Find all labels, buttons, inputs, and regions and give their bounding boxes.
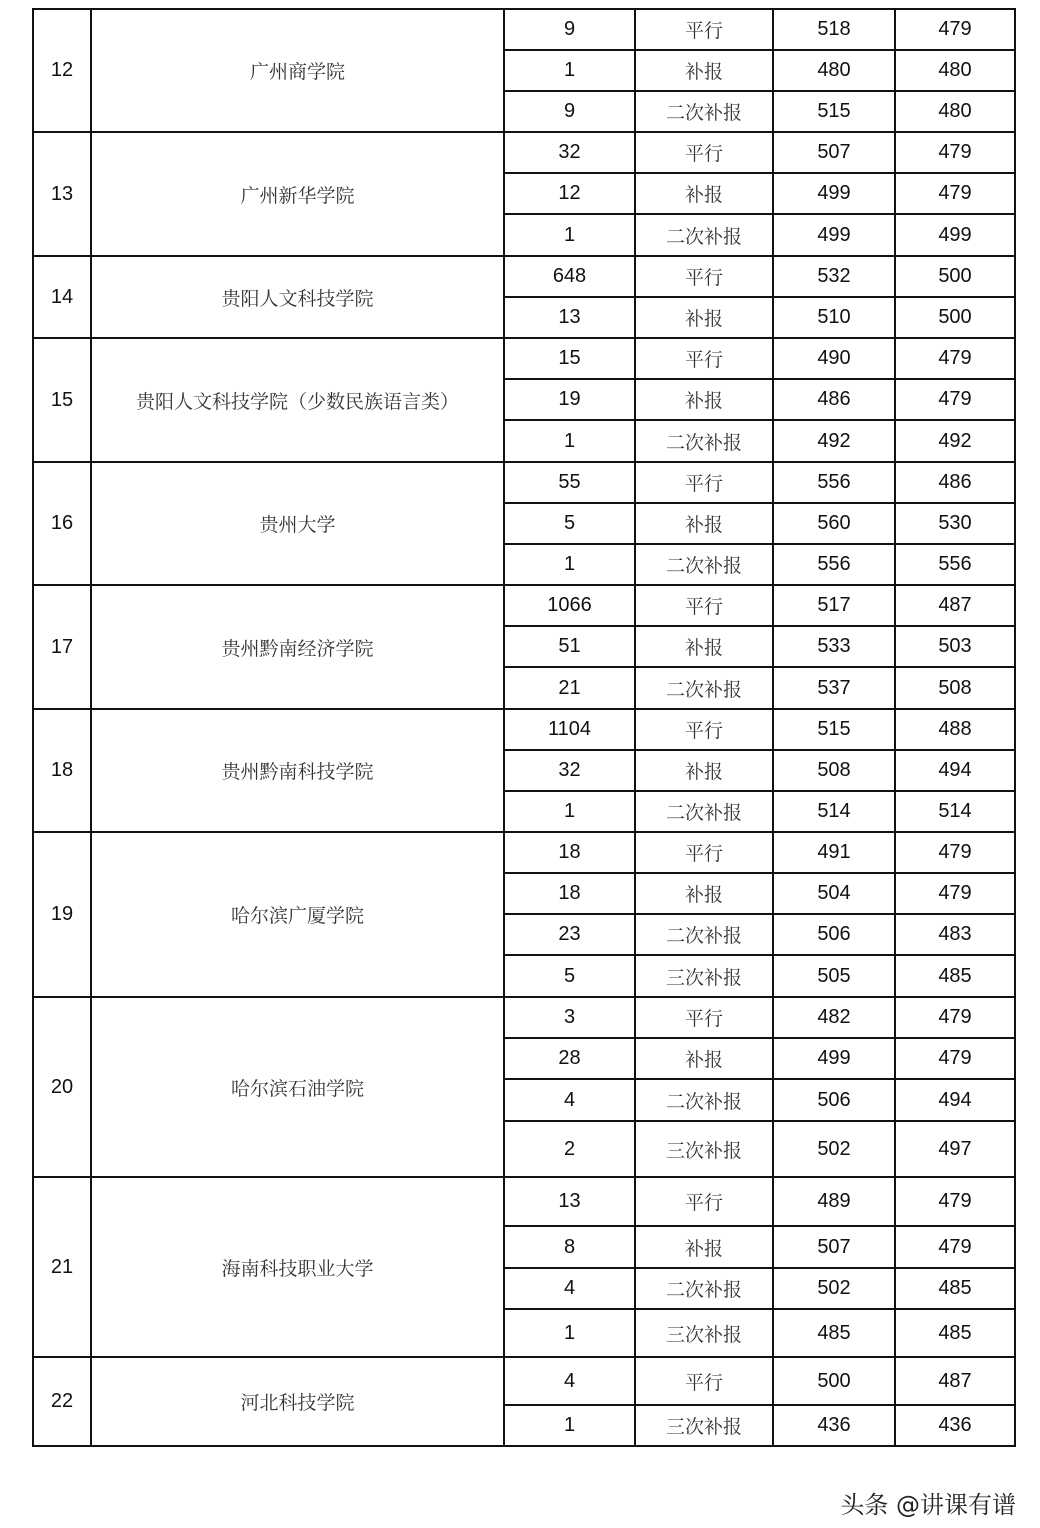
- type-cell: 补报: [635, 1226, 773, 1268]
- max-cell: 507: [773, 1226, 895, 1268]
- max-cell: 504: [773, 873, 895, 914]
- min-cell: 479: [895, 132, 1015, 173]
- max-cell: 491: [773, 832, 895, 873]
- min-cell: 479: [895, 1226, 1015, 1268]
- type-cell: 二次补报: [635, 914, 773, 955]
- max-cell: 515: [773, 709, 895, 750]
- type-cell: 补报: [635, 297, 773, 338]
- type-cell: 二次补报: [635, 1079, 773, 1121]
- min-cell: 494: [895, 1079, 1015, 1121]
- type-cell: 补报: [635, 750, 773, 791]
- school-name: 哈尔滨石油学院: [91, 997, 504, 1177]
- type-cell: 补报: [635, 1038, 773, 1079]
- type-cell: 平行: [635, 1177, 773, 1226]
- max-cell: 499: [773, 173, 895, 214]
- max-cell: 489: [773, 1177, 895, 1226]
- count-cell: 55: [504, 462, 635, 503]
- school-name: 广州新华学院: [91, 132, 504, 256]
- type-cell: 三次补报: [635, 1309, 773, 1357]
- count-cell: 32: [504, 132, 635, 173]
- count-cell: 4: [504, 1357, 635, 1405]
- type-cell: 平行: [635, 585, 773, 626]
- type-cell: 补报: [635, 50, 773, 91]
- row-number: 18: [33, 709, 91, 832]
- count-cell: 9: [504, 91, 635, 132]
- max-cell: 482: [773, 997, 895, 1038]
- count-cell: 648: [504, 256, 635, 297]
- max-cell: 500: [773, 1357, 895, 1405]
- min-cell: 479: [895, 9, 1015, 50]
- table-row: [33, 9, 1015, 50]
- table-row: [33, 462, 1015, 503]
- school-name: 贵阳人文科技学院: [91, 256, 504, 338]
- row-number: 17: [33, 585, 91, 709]
- type-cell: 补报: [635, 173, 773, 214]
- count-cell: 2: [504, 1121, 635, 1177]
- count-cell: 28: [504, 1038, 635, 1079]
- min-cell: 485: [895, 955, 1015, 997]
- count-cell: 23: [504, 914, 635, 955]
- count-cell: 15: [504, 338, 635, 379]
- min-cell: 479: [895, 173, 1015, 214]
- max-cell: 532: [773, 256, 895, 297]
- count-cell: 12: [504, 173, 635, 214]
- table-row: [33, 1357, 1015, 1405]
- type-cell: 补报: [635, 379, 773, 420]
- row-number: 19: [33, 832, 91, 997]
- type-cell: 二次补报: [635, 420, 773, 462]
- count-cell: 5: [504, 955, 635, 997]
- type-cell: 平行: [635, 997, 773, 1038]
- min-cell: 486: [895, 462, 1015, 503]
- min-cell: 479: [895, 997, 1015, 1038]
- min-cell: 487: [895, 1357, 1015, 1405]
- type-cell: 平行: [635, 256, 773, 297]
- row-number: 21: [33, 1177, 91, 1357]
- min-cell: 480: [895, 91, 1015, 132]
- min-cell: 483: [895, 914, 1015, 955]
- type-cell: 平行: [635, 9, 773, 50]
- table-row: [33, 585, 1015, 626]
- type-cell: 二次补报: [635, 1268, 773, 1309]
- min-cell: 503: [895, 626, 1015, 667]
- max-cell: 506: [773, 1079, 895, 1121]
- watermark: 头条 @讲课有谱: [840, 1491, 1016, 1519]
- table-row: [33, 997, 1015, 1038]
- type-cell: 平行: [635, 462, 773, 503]
- school-name: 贵州黔南经济学院: [91, 585, 504, 709]
- type-cell: 二次补报: [635, 667, 773, 709]
- count-cell: 1: [504, 214, 635, 256]
- max-cell: 502: [773, 1121, 895, 1177]
- count-cell: 1104: [504, 709, 635, 750]
- school-name: 哈尔滨广厦学院: [91, 832, 504, 997]
- count-cell: 13: [504, 1177, 635, 1226]
- min-cell: 436: [895, 1405, 1015, 1446]
- row-number: 14: [33, 256, 91, 338]
- type-cell: 平行: [635, 709, 773, 750]
- min-cell: 499: [895, 214, 1015, 256]
- count-cell: 19: [504, 379, 635, 420]
- count-cell: 21: [504, 667, 635, 709]
- min-cell: 514: [895, 791, 1015, 832]
- count-cell: 9: [504, 9, 635, 50]
- type-cell: 平行: [635, 132, 773, 173]
- row-number: 13: [33, 132, 91, 256]
- type-cell: 二次补报: [635, 214, 773, 256]
- max-cell: 480: [773, 50, 895, 91]
- type-cell: 平行: [635, 338, 773, 379]
- max-cell: 499: [773, 1038, 895, 1079]
- max-cell: 490: [773, 338, 895, 379]
- max-cell: 485: [773, 1309, 895, 1357]
- max-cell: 514: [773, 791, 895, 832]
- min-cell: 492: [895, 420, 1015, 462]
- count-cell: 8: [504, 1226, 635, 1268]
- max-cell: 510: [773, 297, 895, 338]
- max-cell: 508: [773, 750, 895, 791]
- count-cell: 1: [504, 1309, 635, 1357]
- max-cell: 499: [773, 214, 895, 256]
- type-cell: 三次补报: [635, 1405, 773, 1446]
- min-cell: 479: [895, 379, 1015, 420]
- type-cell: 补报: [635, 503, 773, 544]
- max-cell: 492: [773, 420, 895, 462]
- min-cell: 479: [895, 873, 1015, 914]
- min-cell: 479: [895, 1177, 1015, 1226]
- count-cell: 3: [504, 997, 635, 1038]
- school-name: 广州商学院: [91, 9, 504, 132]
- count-cell: 4: [504, 1268, 635, 1309]
- type-cell: 三次补报: [635, 1121, 773, 1177]
- school-name: 贵州大学: [91, 462, 504, 585]
- table-row: [33, 338, 1015, 379]
- count-cell: 1: [504, 1405, 635, 1446]
- school-name: 海南科技职业大学: [91, 1177, 504, 1357]
- type-cell: 二次补报: [635, 791, 773, 832]
- type-cell: 平行: [635, 832, 773, 873]
- row-number: 20: [33, 997, 91, 1177]
- type-cell: 二次补报: [635, 544, 773, 585]
- table-row: [33, 132, 1015, 173]
- table-row: [33, 709, 1015, 750]
- table-row: [33, 256, 1015, 297]
- min-cell: 487: [895, 585, 1015, 626]
- count-cell: 5: [504, 503, 635, 544]
- min-cell: 497: [895, 1121, 1015, 1177]
- max-cell: 505: [773, 955, 895, 997]
- max-cell: 436: [773, 1405, 895, 1446]
- row-number: 16: [33, 462, 91, 585]
- max-cell: 556: [773, 544, 895, 585]
- count-cell: 13: [504, 297, 635, 338]
- min-cell: 500: [895, 297, 1015, 338]
- count-cell: 1: [504, 420, 635, 462]
- count-cell: 1: [504, 791, 635, 832]
- type-cell: 补报: [635, 873, 773, 914]
- count-cell: 18: [504, 873, 635, 914]
- count-cell: 51: [504, 626, 635, 667]
- type-cell: 补报: [635, 626, 773, 667]
- min-cell: 556: [895, 544, 1015, 585]
- min-cell: 500: [895, 256, 1015, 297]
- min-cell: 494: [895, 750, 1015, 791]
- count-cell: 1: [504, 50, 635, 91]
- min-cell: 480: [895, 50, 1015, 91]
- table-row: [33, 832, 1015, 873]
- min-cell: 485: [895, 1309, 1015, 1357]
- max-cell: 560: [773, 503, 895, 544]
- school-name: 河北科技学院: [91, 1357, 504, 1446]
- min-cell: 479: [895, 338, 1015, 379]
- admission-score-table: [32, 8, 1016, 1447]
- min-cell: 479: [895, 832, 1015, 873]
- max-cell: 533: [773, 626, 895, 667]
- table-row: [33, 1177, 1015, 1226]
- max-cell: 518: [773, 9, 895, 50]
- type-cell: 三次补报: [635, 955, 773, 997]
- row-number: 15: [33, 338, 91, 462]
- max-cell: 517: [773, 585, 895, 626]
- row-number: 22: [33, 1357, 91, 1446]
- type-cell: 平行: [635, 1357, 773, 1405]
- min-cell: 530: [895, 503, 1015, 544]
- row-number: 12: [33, 9, 91, 132]
- max-cell: 556: [773, 462, 895, 503]
- min-cell: 485: [895, 1268, 1015, 1309]
- count-cell: 1: [504, 544, 635, 585]
- max-cell: 537: [773, 667, 895, 709]
- min-cell: 479: [895, 1038, 1015, 1079]
- count-cell: 32: [504, 750, 635, 791]
- count-cell: 1066: [504, 585, 635, 626]
- min-cell: 488: [895, 709, 1015, 750]
- max-cell: 506: [773, 914, 895, 955]
- type-cell: 二次补报: [635, 91, 773, 132]
- school-name: 贵阳人文科技学院（少数民族语言类）: [91, 338, 504, 462]
- max-cell: 502: [773, 1268, 895, 1309]
- max-cell: 515: [773, 91, 895, 132]
- min-cell: 508: [895, 667, 1015, 709]
- count-cell: 18: [504, 832, 635, 873]
- school-name: 贵州黔南科技学院: [91, 709, 504, 832]
- max-cell: 486: [773, 379, 895, 420]
- max-cell: 507: [773, 132, 895, 173]
- count-cell: 4: [504, 1079, 635, 1121]
